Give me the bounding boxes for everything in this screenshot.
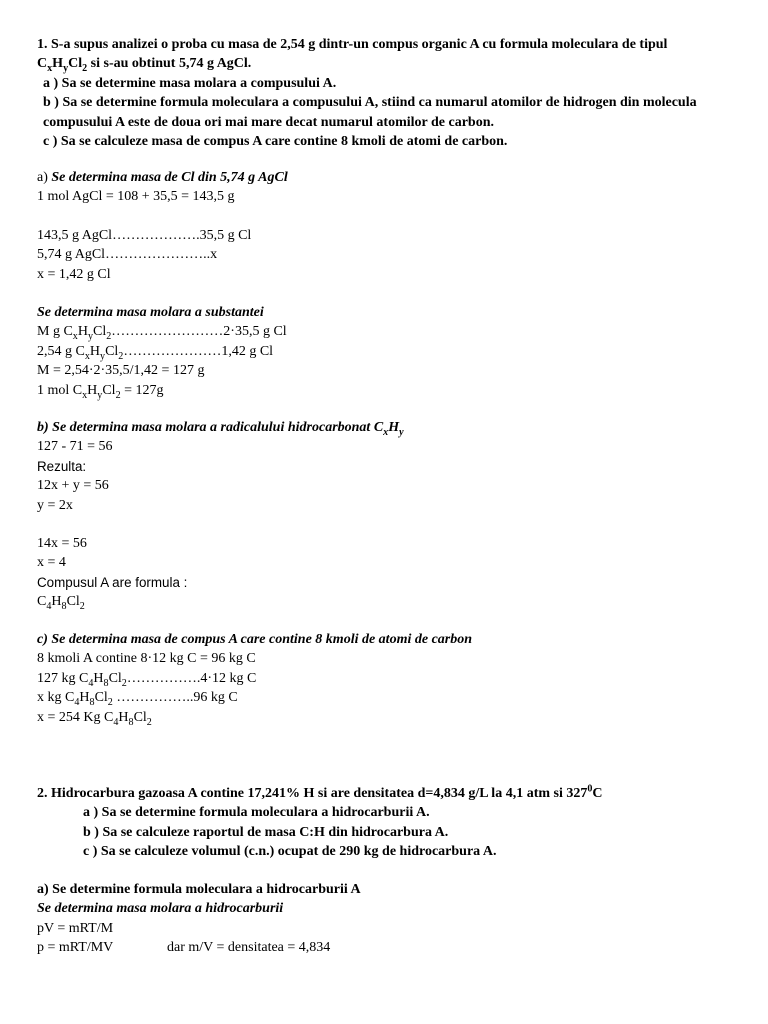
sub: x	[383, 426, 389, 438]
line	[37, 708, 716, 727]
problem-2-statement	[37, 784, 716, 862]
line: y = 2x	[37, 497, 73, 513]
line: 14x = 56	[37, 536, 87, 551]
line: 1 mol AgCl = 108 + 35,5 = 143,5 g	[37, 189, 235, 205]
question-b: b ) Sa se determine formula moleculara a compusului A, stiind ca numarul atomilor de hidrogen din molecula compusului A este de doua ori mai mare decat numarul atomilor de carbon.	[43, 95, 697, 130]
text: x = 254 Kg C	[37, 709, 114, 725]
problem-2-solution	[37, 880, 716, 958]
text: Cl	[105, 343, 119, 359]
sub: 4	[88, 677, 94, 689]
heading-prefix: a)	[37, 170, 52, 185]
text: C	[592, 786, 603, 801]
text: dar m/V = densitatea = 4,834	[167, 940, 331, 956]
line	[37, 381, 716, 400]
text: H	[89, 343, 101, 359]
sub: 8	[89, 697, 95, 709]
line: 8 kmoli A contine 8·12 kg C = 96 kg C	[37, 651, 256, 667]
heading	[37, 418, 716, 437]
line	[37, 342, 716, 361]
text: 2,54 g C	[37, 343, 85, 359]
heading	[37, 168, 716, 187]
heading: c) Se determina masa de compus A care contine 8 kmoli de atomi de carbon	[37, 632, 473, 647]
text: Cl	[102, 382, 116, 398]
text: Cl	[93, 324, 107, 340]
text: C	[37, 594, 47, 610]
line: pV = mRT/M	[37, 920, 114, 936]
text: ……………………2·35,5 g Cl	[111, 324, 287, 340]
sub: y	[63, 63, 69, 75]
problem-1-question	[37, 35, 716, 74]
sub: 2	[106, 331, 112, 343]
sub: 4	[113, 716, 119, 728]
text: Cl	[108, 670, 122, 686]
sub: 8	[103, 677, 109, 689]
text: …………………1,42 g Cl	[123, 343, 274, 359]
solution-c	[37, 630, 716, 727]
text: H	[87, 382, 98, 398]
text: p = mRT/MV	[37, 940, 114, 956]
solution-b	[37, 418, 716, 515]
line: 12x + y = 56	[37, 478, 109, 494]
text: H	[118, 709, 129, 725]
molar-mass-block	[37, 303, 716, 400]
text: H	[51, 594, 62, 610]
line	[37, 322, 716, 341]
solution-b-result	[37, 534, 716, 612]
text: Cl	[66, 594, 80, 610]
sub: x	[82, 389, 88, 401]
text: H	[79, 690, 90, 706]
proportion-block	[37, 226, 716, 284]
sub: y	[87, 331, 94, 343]
question-c: c ) Sa se calculeze masa de compus A care contine 8 kmoli de atomi de carbon.	[43, 134, 508, 150]
sub: 4	[74, 697, 80, 709]
sub: y	[97, 389, 103, 401]
line	[37, 938, 716, 957]
heading: Se determina masa molara a hidrocarburii	[37, 901, 284, 917]
question-b: b ) Sa se calculeze raportul de masa C:H din hidrocarbura A.	[83, 824, 449, 840]
text: H	[388, 420, 400, 435]
text: H	[93, 670, 104, 686]
solution-a	[37, 168, 716, 207]
q1-text: 1. S-a supus analizei o proba cu masa de 2,54 g dintr-un compus organic A cu formula moleculara de tipul C	[37, 37, 668, 72]
sub: 8	[128, 716, 134, 728]
q1-text: Cl	[68, 56, 83, 72]
sub: x	[47, 63, 53, 75]
line: x = 1,42 g Cl	[37, 266, 111, 282]
sub: 2	[146, 716, 152, 728]
text: = 127g	[120, 382, 164, 398]
heading-title: b) Se determina masa molara a radicalului hidrocarbonat C	[37, 420, 384, 435]
heading: Se determina masa molara a substantei	[37, 305, 264, 320]
line: x = 4	[37, 555, 66, 571]
q1-text: H	[52, 56, 64, 72]
sub: 8	[61, 601, 67, 613]
sub: 2	[121, 677, 127, 689]
line: Compusul A are formula :	[37, 574, 188, 590]
sub: y	[100, 350, 106, 362]
sub: 2	[107, 697, 113, 709]
sub: 2	[79, 601, 85, 613]
line: M = 2,54·2·35,5/1,42 = 127 g	[37, 363, 205, 379]
problem-1-statement	[37, 35, 716, 151]
text: H	[77, 324, 88, 340]
problem-2-question	[37, 784, 716, 803]
sub: 4	[46, 601, 52, 613]
question-c: c ) Sa se calculeze volumul (c.n.) ocupat de 290 kg de hidrocarbura A.	[83, 844, 497, 860]
line: 143,5 g AgCl……………….35,5 g Cl	[37, 228, 252, 243]
text: …………….4·12 kg C	[126, 670, 257, 686]
sub: x	[84, 350, 90, 362]
line: Rezulta:	[37, 458, 87, 474]
text: ……………..96 kg C	[112, 690, 238, 706]
text: Cl	[94, 690, 108, 706]
text: 1 mol C	[37, 382, 83, 398]
sub: x	[72, 331, 78, 343]
text: M g C	[37, 324, 73, 340]
question-a: a ) Sa se determine masa molara a compusului A.	[43, 75, 337, 91]
sub: 2	[82, 63, 88, 75]
heading: a) Se determine formula moleculara a hidrocarburii A	[37, 882, 361, 897]
sub: y	[399, 426, 404, 438]
sup: 0	[587, 783, 593, 795]
text: x kg C	[37, 690, 75, 706]
line	[37, 669, 716, 688]
formula	[37, 592, 716, 611]
heading-title: Se determina masa de Cl din 5,74 g AgCl	[51, 170, 288, 185]
line: 127 - 71 = 56	[37, 439, 113, 455]
sub: 2	[118, 350, 124, 362]
question-a: a ) Sa se determine formula moleculara a hidrocarburii A.	[83, 805, 430, 821]
line	[37, 688, 716, 707]
line: 5,74 g AgCl…………………..x	[37, 247, 218, 263]
text: Cl	[133, 709, 147, 725]
text: 127 kg C	[37, 670, 89, 686]
q1-text: si s-au obtinut 5,74 g AgCl.	[87, 56, 252, 72]
sub: 2	[115, 389, 121, 401]
text: 2. Hidrocarbura gazoasa A contine 17,241% H si are densitatea d=4,834 g/L la 4,1 atm si 327	[37, 786, 588, 801]
